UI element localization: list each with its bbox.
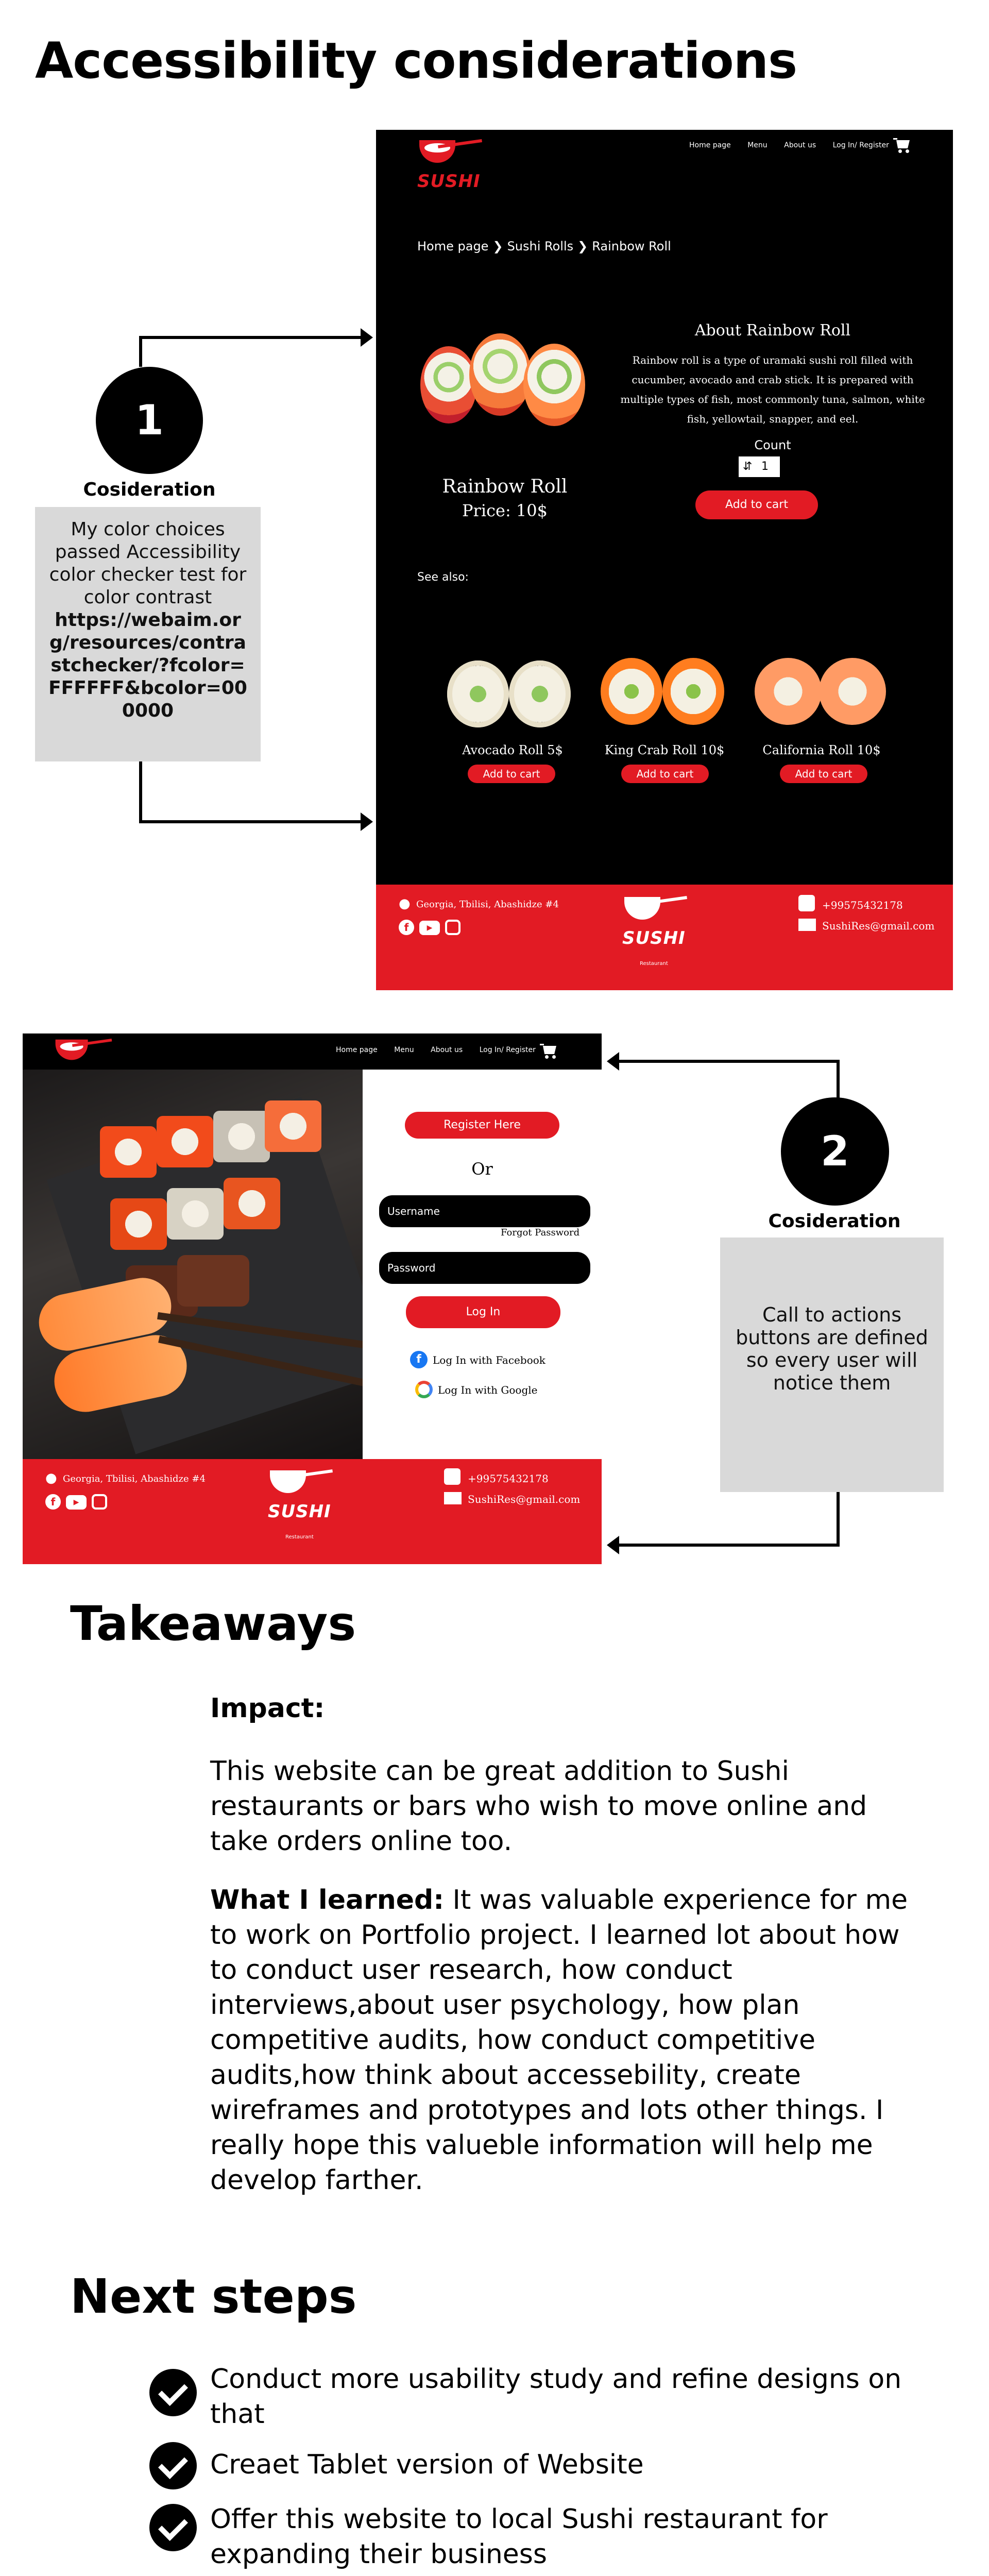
footer-address: Georgia, Tbilisi, Abashidze #4 bbox=[63, 1473, 206, 1484]
google-icon[interactable] bbox=[415, 1381, 433, 1398]
check-icon bbox=[149, 2369, 197, 2416]
arrow-line bbox=[616, 1060, 840, 1063]
nav-about[interactable]: About us bbox=[784, 141, 816, 149]
california-roll-image[interactable] bbox=[755, 648, 889, 730]
footer-logo-sub: Restaurant bbox=[640, 961, 668, 967]
nav-login[interactable]: Log In/ Register bbox=[832, 141, 889, 149]
phone-icon bbox=[798, 895, 815, 911]
chevron-right-icon: ❯ bbox=[577, 239, 588, 253]
footer-phone[interactable]: +99575432178 bbox=[822, 899, 903, 911]
footer-phone[interactable]: +99575432178 bbox=[468, 1472, 549, 1485]
arrow-line bbox=[139, 336, 366, 339]
phone-icon bbox=[444, 1468, 461, 1485]
count-label: Count bbox=[754, 438, 791, 452]
product-name: Rainbow Roll bbox=[442, 476, 568, 497]
consideration-text-2: Call to actions buttons are defined so every user will notice them bbox=[736, 1303, 928, 1394]
contrast-checker-link[interactable]: https://webaim.org/resources/contrastchecker/?fcolor=FFFFFF&bcolor=000000 bbox=[48, 609, 247, 721]
username-input[interactable]: Username bbox=[379, 1195, 590, 1227]
add-to-cart-button-1[interactable]: Add to cart bbox=[468, 765, 555, 783]
takeaways-heading: Takeaways bbox=[70, 1596, 356, 1651]
breadcrumb bbox=[417, 239, 671, 253]
footer-logo-sub: Restaurant bbox=[285, 1534, 314, 1540]
nav-home[interactable]: Home page bbox=[336, 1046, 378, 1054]
consideration-text-1: My color choices passed Accessibility color checker test for color contrast bbox=[49, 519, 247, 608]
location-icon: ● bbox=[45, 1470, 57, 1486]
site-footer bbox=[23, 1459, 602, 1564]
add-to-cart-button-2[interactable]: Add to cart bbox=[621, 765, 709, 783]
footer-logo: SUSHI bbox=[622, 896, 689, 958]
related-name-1: Avocado Roll 5$ bbox=[462, 743, 563, 757]
see-also-label: See also: bbox=[417, 571, 469, 584]
instagram-icon[interactable] bbox=[445, 920, 461, 935]
breadcrumb-category[interactable]: Sushi Rolls bbox=[507, 239, 574, 253]
arrow-line bbox=[139, 336, 142, 367]
location-icon: ● bbox=[399, 896, 411, 911]
next-step-1: Conduct more usability study and refine designs on that bbox=[210, 2364, 902, 2430]
cart-icon[interactable] bbox=[540, 1044, 558, 1059]
footer-email[interactable]: SushiRes@gmail.com bbox=[822, 920, 935, 932]
arrow-line bbox=[616, 1544, 840, 1547]
nav-about[interactable]: About us bbox=[431, 1046, 463, 1054]
count-stepper[interactable]: ⇵ 1 bbox=[739, 456, 780, 477]
site-footer bbox=[376, 885, 953, 990]
arrowhead-right-icon bbox=[361, 812, 373, 831]
nav-menu[interactable]: Menu bbox=[394, 1046, 414, 1054]
cart-icon[interactable] bbox=[893, 138, 912, 154]
product-price: Price: 10$ bbox=[462, 501, 548, 520]
footer-address: Georgia, Tbilisi, Abashidze #4 bbox=[416, 899, 559, 910]
login-page-mockup bbox=[23, 1033, 602, 1564]
consideration-number-2: 2 bbox=[781, 1097, 889, 1206]
next-steps-heading: Next steps bbox=[70, 2269, 357, 2324]
page-title: Accessibility considerations bbox=[35, 32, 797, 90]
chevron-right-icon: ❯ bbox=[492, 239, 503, 253]
arrow-line bbox=[837, 1060, 840, 1101]
check-icon bbox=[149, 2504, 197, 2551]
sushi-platter-image bbox=[23, 1070, 363, 1459]
facebook-icon[interactable]: f bbox=[399, 920, 414, 935]
product-description: Rainbow roll is a type of uramaki sushi roll filled with cucumber, avocado and crab stick. It is prepared with multiple types of fish, most commonly tuna, salmon, white fish, yellowtail, snapper, and eel. bbox=[620, 354, 925, 425]
sushi-logo[interactable]: SUSHI bbox=[417, 139, 484, 201]
register-button[interactable]: Register Here bbox=[405, 1112, 559, 1139]
login-button[interactable]: Log In bbox=[406, 1296, 560, 1328]
footer-logo: SUSHI bbox=[268, 1469, 335, 1531]
avocado-roll-image[interactable] bbox=[447, 650, 576, 733]
facebook-icon[interactable]: f bbox=[45, 1494, 61, 1510]
consideration-box-1 bbox=[35, 507, 261, 761]
main-nav bbox=[675, 141, 889, 149]
instagram-icon[interactable] bbox=[92, 1494, 107, 1510]
arrowhead-left-icon bbox=[607, 1536, 619, 1554]
forgot-password-link[interactable]: Forgot Password bbox=[501, 1227, 580, 1238]
arrow-line bbox=[139, 761, 142, 823]
impact-text: This website can be great addition to Sushi restaurants or bars who wish to move online and take orders online too. bbox=[210, 1756, 867, 1857]
arrow-line bbox=[139, 820, 366, 823]
related-name-2: King Crab Roll 10$ bbox=[604, 743, 725, 757]
consideration-box-2 bbox=[720, 1238, 944, 1492]
password-input[interactable]: Password bbox=[379, 1252, 590, 1284]
stepper-arrows-icon[interactable]: ⇵ bbox=[743, 460, 753, 473]
nav-menu[interactable]: Menu bbox=[747, 141, 768, 149]
learned-text: It was valuable experience for me to work on Portfolio project. I learned lot about how to conduct user research, how conduct interviews,about user psychology, how plan competitive audits, how conduct competitive audits,how think about accessebility, create wireframes and prototypes and lots other things. I really hope this valueble information will help me develop farther. bbox=[210, 1885, 908, 2196]
next-step-2: Creaet Tablet version of Website bbox=[210, 2449, 644, 2480]
learned-label: What I learned: bbox=[210, 1885, 445, 1916]
king-crab-roll-image[interactable] bbox=[601, 648, 729, 730]
arrow-line bbox=[837, 1492, 840, 1547]
consideration-label-1: Cosideration bbox=[83, 479, 216, 500]
facebook-icon[interactable]: f bbox=[410, 1351, 428, 1368]
nav-login[interactable]: Log In/ Register bbox=[479, 1046, 536, 1054]
breadcrumb-current: Rainbow Roll bbox=[592, 239, 671, 253]
related-name-3: California Roll 10$ bbox=[762, 743, 881, 757]
footer-email[interactable]: SushiRes@gmail.com bbox=[468, 1493, 581, 1505]
or-divider: Or bbox=[471, 1159, 493, 1179]
breadcrumb-home[interactable]: Home page bbox=[417, 239, 489, 253]
impact-label: Impact: bbox=[210, 1693, 325, 1724]
next-step-3: Offer this website to local Sushi restaurant for expanding their business bbox=[210, 2504, 828, 2570]
add-to-cart-button-3[interactable]: Add to cart bbox=[780, 765, 867, 783]
add-to-cart-button[interactable]: Add to cart bbox=[695, 490, 818, 519]
youtube-icon[interactable]: ▶ bbox=[66, 1495, 87, 1510]
nav-home[interactable]: Home page bbox=[689, 141, 731, 149]
youtube-icon[interactable]: ▶ bbox=[419, 921, 440, 935]
product-page-mockup bbox=[376, 130, 953, 990]
learned-paragraph bbox=[210, 1883, 921, 2198]
rainbow-roll-image bbox=[420, 331, 590, 434]
check-icon bbox=[149, 2442, 197, 2489]
google-login-button[interactable]: Log In with Google bbox=[438, 1384, 538, 1396]
about-title: About Rainbow Roll bbox=[694, 321, 851, 340]
facebook-login-button[interactable]: Log In with Facebook bbox=[433, 1354, 545, 1366]
mail-icon bbox=[798, 919, 816, 931]
consideration-label-2: Cosideration bbox=[768, 1211, 901, 1232]
arrowhead-right-icon bbox=[361, 328, 373, 347]
mail-icon bbox=[444, 1492, 462, 1504]
main-nav bbox=[321, 1046, 536, 1054]
consideration-number-1: 1 bbox=[96, 367, 203, 474]
